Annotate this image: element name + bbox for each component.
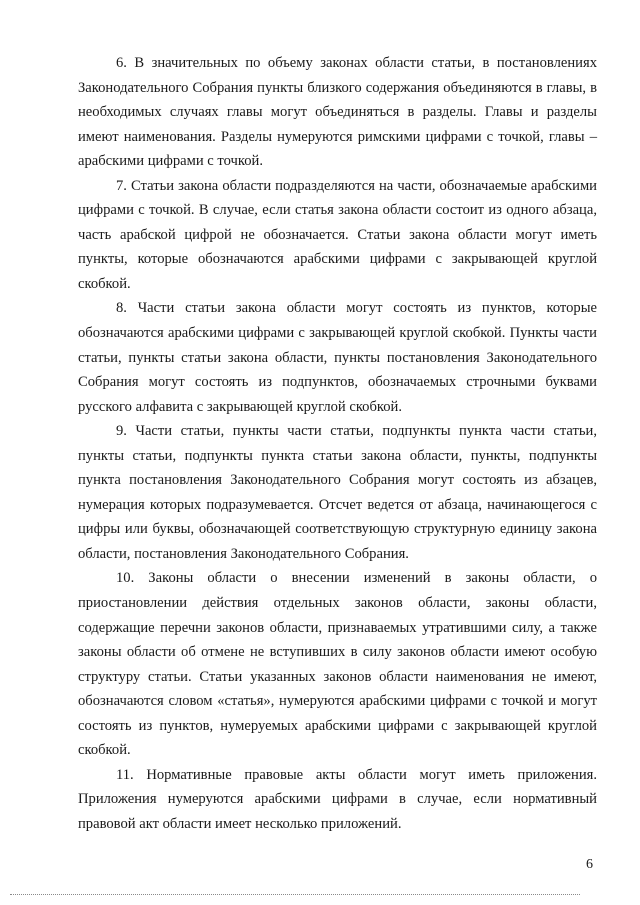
document-body (78, 51, 597, 837)
page-number: 6 (586, 857, 593, 872)
paragraph-10: 10. Законы области о внесении изменений в законы области, о приостановлении действия отдельных законов области, законы области, содержащие перечни законов области, признаваемых утратившими силу, а также законы области об отмене не вступивших в силу законов области имеют особую структуру статьи. Статьи указанных законов области наименования не имеют, обозначаются словом «статья», нумеруются арабскими цифрами с точкой и могут состоять из пунктов, нумеруемых арабскими цифрами с закрывающей круглой скобкой. (78, 570, 597, 759)
footer-divider (10, 894, 580, 895)
paragraph-6: 6. В значительных по объему законах области статьи, в постановлениях Законодательного Собрания пункты близкого содержания объединяются в главы, в необходимых случаях главы могут объединяться в разделы. Главы и разделы имеют наименования. Разделы нумеруются римскими цифрами с точкой, главы – арабскими цифрами с точкой. (78, 55, 597, 170)
paragraph-7: 7. Статьи закона области подразделяются на части, обозначаемые арабскими цифрами с точкой. В случае, если статья закона области состоит из одного абзаца, часть арабской цифрой не обозначается. Статьи закона области могут иметь пункты, которые обозначаются арабскими цифрами с закрывающей круглой скобкой. (78, 177, 597, 292)
paragraph-9: 9. Части статьи, пункты части статьи, подпункты пункта части статьи, пункты статьи, подпункты пункта статьи закона области, пункты, подпункты пункта постановления Законодательного Собрания могут состоять из абзацев, нумерация которых подразумевается. Отсчет ведется от абзаца, начинающегося с цифры или буквы, обозначающей соответствующую структурную единицу закона области, постановления Законодательного Собрания. (78, 423, 597, 562)
paragraph-11: 11. Нормативные правовые акты области могут иметь приложения. Приложения нумеруются арабскими цифрами в случае, если нормативный правовой акт области имеет несколько приложений. (78, 766, 597, 832)
paragraph-8: 8. Части статьи закона области могут состоять из пунктов, которые обозначаются арабскими цифрами с закрывающей круглой скобкой. Пункты части статьи, пункты статьи закона области, пункты постановления Законодательного Собрания могут состоять из подпунктов, обозначаемых строчными буквами русского алфавита с закрывающей круглой скобкой. (78, 300, 597, 415)
